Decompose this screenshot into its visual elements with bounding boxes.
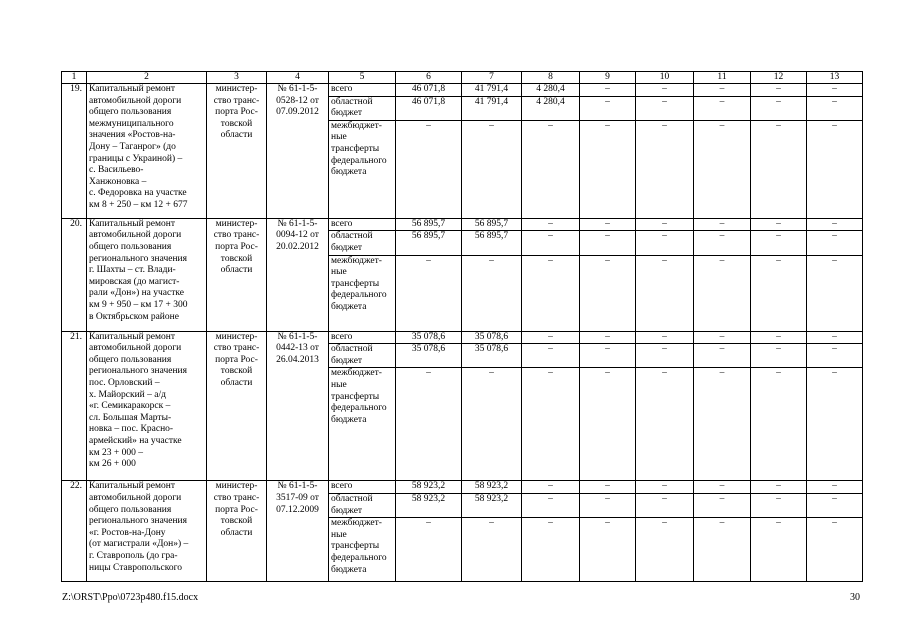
col-header-9: 9: [580, 72, 636, 84]
amount-cell: –: [694, 518, 751, 582]
object-name: Капитальный ремонт автомобильной дороги общего пользования регионального значения г. Шахты – ст. Влади- мировская (до магист- рали «Дон») на участке км 9 + 950 – км 17 + 300 в Октябрьском районе: [87, 218, 207, 331]
amount-cell: –: [636, 231, 694, 255]
amount-cell: –: [636, 120, 694, 218]
row-number: 19.: [62, 84, 87, 219]
table-body: [62, 84, 863, 582]
amount-cell: –: [522, 368, 580, 481]
object-name: Капитальный ремонт автомобильной дороги общего пользования регионального значения «г. Ростов-на-Дону (от магистрали «Дон») – г. Ставрополь (до гра- ницы Ставропольского: [87, 481, 207, 582]
amount-cell: –: [396, 120, 462, 218]
amount-cell: –: [751, 218, 807, 231]
amount-cell: –: [751, 331, 807, 344]
amount-cell: –: [751, 518, 807, 582]
amount-cell: –: [522, 231, 580, 255]
amount-cell: –: [694, 344, 751, 368]
amount-cell: –: [694, 481, 751, 494]
amount-cell: –: [636, 518, 694, 582]
object-name: Капитальный ремонт автомобильной дороги общего пользования межмуниципального значения «Ростов-на- Дону – Таганрог» (до границы с Украиной) – с. Васильево- Ханжоновка – с. Федоровка на участке км 8 + 250 – км 12 + 677: [87, 84, 207, 219]
amount-cell: 56 895,7: [462, 231, 522, 255]
amount-cell: –: [807, 368, 863, 481]
col-header-4: 4: [267, 72, 329, 84]
amount-cell: –: [694, 231, 751, 255]
object-name: Капитальный ремонт автомобильной дороги общего пользования регионального значения пос. Орловский – х. Майорский – а/д «г. Семикаракорск – сл. Большая Марты- новка – пос. Красно- армейский» на участке км 23 + 000 – км 26 + 000: [87, 331, 207, 481]
col-header-6: 6: [396, 72, 462, 84]
amount-cell: –: [580, 331, 636, 344]
amount-cell: –: [522, 344, 580, 368]
amount-cell: 41 791,4: [462, 84, 522, 97]
amount-cell: –: [462, 120, 522, 218]
responsible-org: министер- ство транс- порта Рос- товской области: [207, 218, 267, 331]
funding-source-label: всего: [329, 331, 396, 344]
amount-cell: –: [751, 368, 807, 481]
funding-source-label: областной бюджет: [329, 493, 396, 517]
amount-cell: –: [807, 331, 863, 344]
col-header-1: 1: [62, 72, 87, 84]
amount-cell: –: [694, 218, 751, 231]
amount-cell: –: [580, 96, 636, 120]
col-header-13: 13: [807, 72, 863, 84]
amount-cell: –: [807, 218, 863, 231]
amount-cell: 58 923,2: [462, 493, 522, 517]
funding-source-label: всего: [329, 481, 396, 494]
amount-cell: –: [807, 481, 863, 494]
amount-cell: –: [396, 368, 462, 481]
amount-cell: 35 078,6: [396, 331, 462, 344]
amount-cell: –: [462, 368, 522, 481]
col-header-7: 7: [462, 72, 522, 84]
amount-cell: –: [580, 481, 636, 494]
table-row: [62, 84, 863, 97]
amount-cell: –: [807, 84, 863, 97]
funding-source-label: областной бюджет: [329, 96, 396, 120]
amount-cell: –: [807, 518, 863, 582]
col-header-2: 2: [87, 72, 207, 84]
amount-cell: –: [462, 518, 522, 582]
col-header-5: 5: [329, 72, 396, 84]
amount-cell: –: [580, 218, 636, 231]
amount-cell: 58 923,2: [396, 481, 462, 494]
amount-cell: –: [807, 493, 863, 517]
expertise-document: № 61-1-5- 0442-13 от 26.04.2013: [267, 331, 329, 481]
responsible-org: министер- ство транс- порта Рос- товской области: [207, 481, 267, 582]
funding-source-label: межбюджет- ные трансферты федерального бюджета: [329, 120, 396, 218]
amount-cell: 46 071,8: [396, 96, 462, 120]
amount-cell: –: [522, 218, 580, 231]
amount-cell: –: [694, 120, 751, 218]
table-row: [62, 481, 863, 494]
amount-cell: 56 895,7: [396, 218, 462, 231]
amount-cell: 41 791,4: [462, 96, 522, 120]
amount-cell: –: [751, 231, 807, 255]
amount-cell: –: [807, 231, 863, 255]
expertise-document: № 61-1-5- 0094-12 от 20.02.2012: [267, 218, 329, 331]
col-header-10: 10: [636, 72, 694, 84]
funding-source-label: областной бюджет: [329, 231, 396, 255]
footer-file-path: Z:\ORST\Ppo\0723p480.f15.docx: [62, 592, 199, 603]
amount-cell: –: [751, 84, 807, 97]
amount-cell: 4 280,4: [522, 96, 580, 120]
amount-cell: –: [751, 493, 807, 517]
amount-cell: –: [694, 255, 751, 331]
amount-cell: –: [580, 84, 636, 97]
amount-cell: –: [751, 344, 807, 368]
amount-cell: –: [636, 481, 694, 494]
amount-cell: –: [580, 120, 636, 218]
expertise-document: № 61-1-5- 0528-12 от 07.09.2012: [267, 84, 329, 219]
funding-source-label: межбюджет- ные трансферты федерального бюджета: [329, 255, 396, 331]
amount-cell: –: [807, 96, 863, 120]
col-header-11: 11: [694, 72, 751, 84]
amount-cell: –: [522, 255, 580, 331]
funding-source-label: всего: [329, 218, 396, 231]
row-number: 21.: [62, 331, 87, 481]
amount-cell: –: [751, 255, 807, 331]
funding-source-label: межбюджет- ные трансферты федерального бюджета: [329, 518, 396, 582]
amount-cell: –: [807, 344, 863, 368]
amount-cell: –: [636, 368, 694, 481]
amount-cell: –: [694, 96, 751, 120]
amount-cell: –: [636, 218, 694, 231]
amount-cell: 35 078,6: [462, 331, 522, 344]
page-number: 30: [850, 592, 860, 603]
funding-source-label: областной бюджет: [329, 344, 396, 368]
amount-cell: –: [396, 255, 462, 331]
amount-cell: –: [694, 84, 751, 97]
row-number: 22.: [62, 481, 87, 582]
table-row: [62, 331, 863, 344]
amount-cell: –: [580, 518, 636, 582]
table-row: [62, 218, 863, 231]
amount-cell: –: [636, 331, 694, 344]
amount-cell: –: [807, 120, 863, 218]
amount-cell: –: [751, 96, 807, 120]
amount-cell: –: [694, 493, 751, 517]
funding-source-label: всего: [329, 84, 396, 97]
header-row: [62, 72, 863, 84]
col-header-12: 12: [751, 72, 807, 84]
amount-cell: –: [751, 120, 807, 218]
responsible-org: министер- ство транс- порта Рос- товской области: [207, 331, 267, 481]
budget-table: [61, 71, 863, 582]
amount-cell: –: [694, 368, 751, 481]
amount-cell: –: [636, 84, 694, 97]
amount-cell: 56 895,7: [396, 231, 462, 255]
amount-cell: 56 895,7: [462, 218, 522, 231]
col-header-3: 3: [207, 72, 267, 84]
amount-cell: –: [580, 231, 636, 255]
amount-cell: 35 078,6: [396, 344, 462, 368]
row-number: 20.: [62, 218, 87, 331]
col-header-8: 8: [522, 72, 580, 84]
amount-cell: –: [522, 331, 580, 344]
amount-cell: –: [522, 481, 580, 494]
funding-source-label: межбюджет- ные трансферты федерального бюджета: [329, 368, 396, 481]
responsible-org: министер- ство транс- порта Рос- товской области: [207, 84, 267, 219]
amount-cell: –: [636, 96, 694, 120]
amount-cell: –: [694, 331, 751, 344]
amount-cell: –: [636, 255, 694, 331]
expertise-document: № 61-1-5- 3517-09 от 07.12.2009: [267, 481, 329, 582]
amount-cell: –: [396, 518, 462, 582]
amount-cell: –: [522, 120, 580, 218]
table-header: [62, 72, 863, 84]
amount-cell: 4 280,4: [522, 84, 580, 97]
amount-cell: –: [522, 518, 580, 582]
amount-cell: –: [580, 368, 636, 481]
amount-cell: –: [522, 493, 580, 517]
amount-cell: –: [580, 255, 636, 331]
amount-cell: 46 071,8: [396, 84, 462, 97]
amount-cell: –: [580, 344, 636, 368]
amount-cell: –: [462, 255, 522, 331]
amount-cell: 58 923,2: [462, 481, 522, 494]
amount-cell: –: [751, 481, 807, 494]
amount-cell: –: [636, 493, 694, 517]
amount-cell: 58 923,2: [396, 493, 462, 517]
amount-cell: 35 078,6: [462, 344, 522, 368]
amount-cell: –: [580, 493, 636, 517]
amount-cell: –: [636, 344, 694, 368]
amount-cell: –: [807, 255, 863, 331]
